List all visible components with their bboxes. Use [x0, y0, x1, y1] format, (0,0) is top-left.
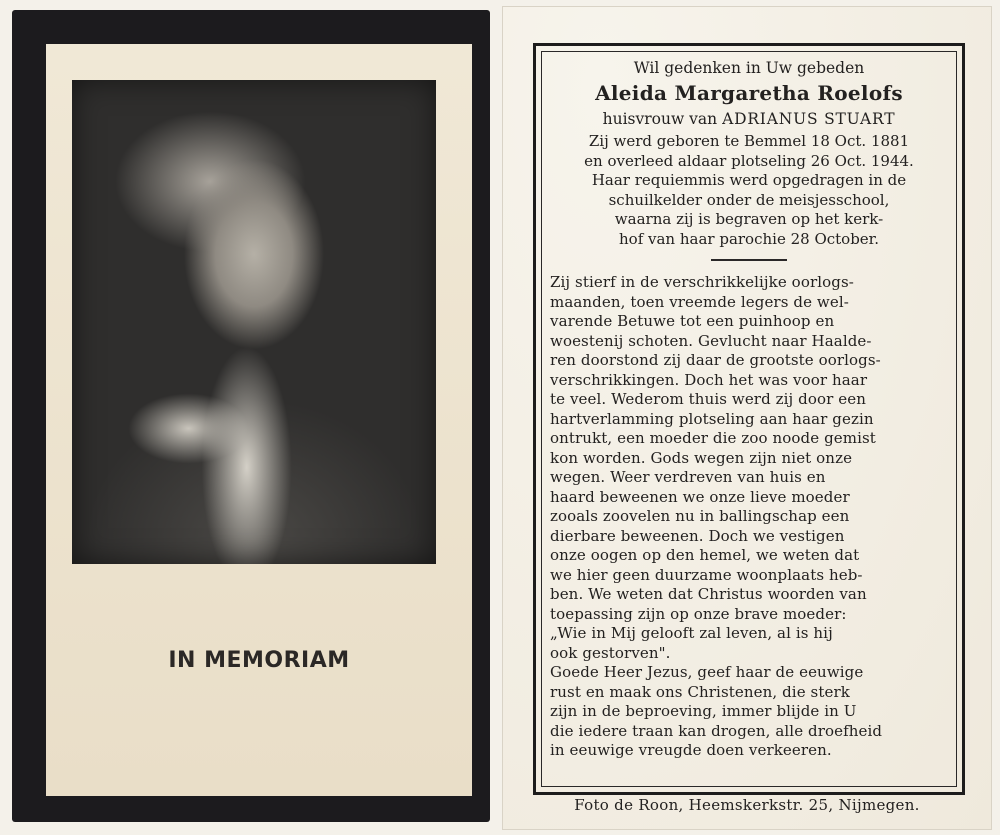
eulogy-line: we hier geen duurzame woonplaats heb- [550, 565, 863, 584]
eulogy-line: ook gestorven". [550, 643, 671, 662]
spouse-name: ADRIANUS STUART [722, 110, 896, 128]
eulogy-line: „Wie in Mij gelooft zal leven, al is hij [550, 624, 833, 642]
text-frame [533, 43, 965, 795]
eulogy-line: maanden, toen vreemde legers de wel- [550, 292, 849, 311]
bio-line: schuilkelder onder de meisjesschool, [608, 190, 890, 209]
bio-line: hof van haar parochie 28 October. [619, 229, 879, 248]
prayer-request: Wil gedenken in Uw gebeden [633, 59, 865, 77]
card-front-panel [46, 44, 472, 796]
portrait-photo [72, 80, 436, 564]
deceased-name: Aleida Margaretha Roelofs [595, 81, 903, 105]
eulogy-line: in eeuwige vreugde doen verkeeren. [550, 741, 832, 759]
eulogy-line: varende Betuwe tot een puinhoop en [550, 312, 835, 330]
bio-line: Zij werd geboren te Bemmel 18 Oct. 1881 [588, 132, 910, 150]
eulogy-line: zooals zoovelen nu in ballingschap een [550, 507, 850, 525]
in-memoriam-heading: IN MEMORIAM [168, 648, 350, 673]
memorial-text [546, 58, 952, 761]
photographer-credit: Foto de Roon, Heemskerkstr. 25, Nijmegen. [574, 796, 920, 814]
eulogy-line: zijn in de beproeving, immer blijde in U [550, 702, 857, 720]
eulogy-line: onze oogen op den hemel, we weten dat [550, 546, 860, 564]
section-divider [711, 259, 787, 261]
bio-line: waarna zij is begraven op het kerk- [614, 210, 884, 228]
biography [546, 132, 952, 249]
eulogy-line: haard beweenen we onze lieve moeder [550, 487, 850, 506]
eulogy-line: wegen. Weer verdreven van huis en [550, 468, 826, 486]
eulogy-line: hartverlamming plotseling aan haar gezin [550, 409, 874, 428]
eulogy-line: woestenij schoten. Gevlucht naar Haalde- [550, 331, 872, 350]
spouse-prefix: huisvrouw van [602, 110, 718, 128]
eulogy-line: rust en maak ons Christenen, die sterk [550, 682, 850, 701]
eulogy-line: Zij stierf in de verschrikkelijke oorlogs- [550, 273, 854, 291]
eulogy-line: te veel. Wederom thuis werd zij door een [550, 390, 866, 408]
eulogy-line: ren doorstond zij daar de grootste oorlogs- [550, 351, 881, 369]
spouse-line [546, 108, 952, 130]
eulogy-text [546, 273, 952, 761]
bio-line: Haar requiemmis werd opgedragen in de [591, 171, 907, 189]
memorial-card-back [502, 6, 992, 830]
eulogy-line: toepassing zijn op onze brave moeder: [550, 604, 847, 623]
eulogy-line: verschrikkingen. Doch het was voor haar [550, 370, 868, 389]
eulogy-line: kon worden. Gods wegen zijn niet onze [550, 448, 853, 467]
bio-line: en overleed aldaar plotseling 26 Oct. 1944. [584, 151, 914, 170]
eulogy-line: Goede Heer Jezus, geef haar de eeuwige [550, 663, 864, 681]
eulogy-line: dierbare beweenen. Doch we vestigen [550, 526, 845, 545]
eulogy-line: die iedere traan kan drogen, alle droefheid [550, 721, 883, 740]
eulogy-line: ben. We weten dat Christus woorden van [550, 585, 867, 603]
eulogy-line: ontrukt, een moeder die zoo noode gemist [550, 429, 876, 447]
memorial-card-front [12, 10, 490, 822]
